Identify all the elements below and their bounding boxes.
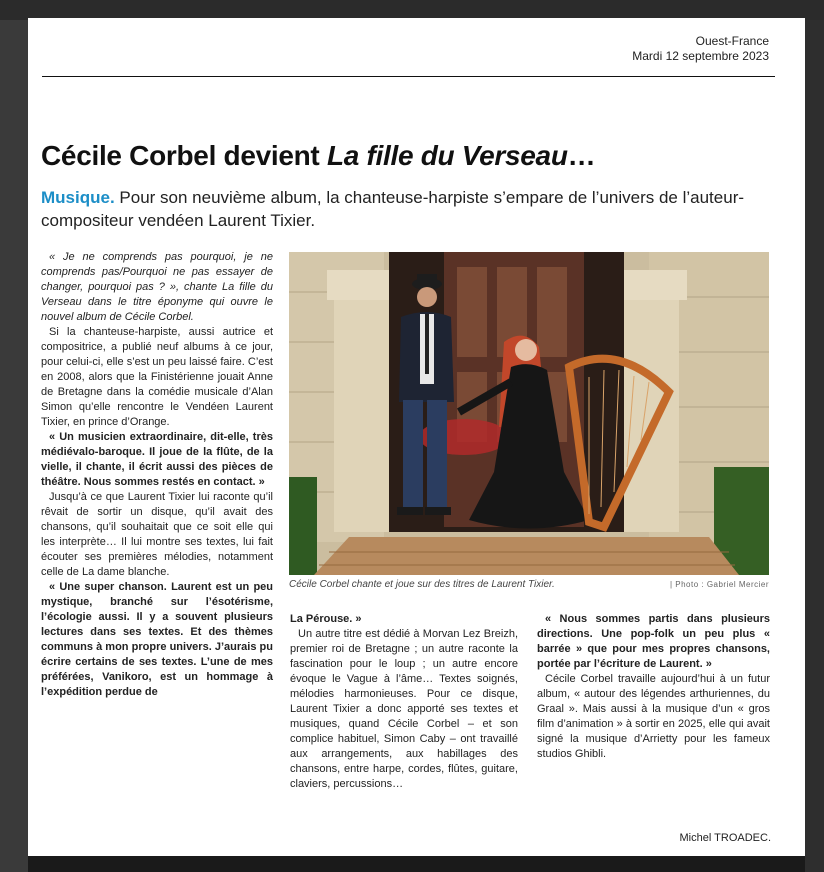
standfirst bbox=[41, 186, 771, 232]
photo-credit: | Photo : Gabriel Mercier bbox=[669, 580, 769, 589]
paragraph: Jusqu’à ce que Laurent Tixier lui raconte qu’il rêvait de sortir un disque, qu’il avait des chansons, qu’il souhaitait que ce soit elle qui les interprète… Il lui montre ses textes, lui fait écouter ses premières mélodies, notamment celle de La dame blanche. bbox=[41, 491, 273, 578]
paragraph: « Une super chanson. Laurent est un peu mystique, branché sur l’ésotérisme, l’écologie aussi. Il y a souvent plusieurs lectures dans ses textes. Et des thèmes communs à mon propre univers. J’aurais pu écrire certains de ses textes. L’une de mes préférées, Vanikoro, est un hommage à l’expédition perdue de bbox=[41, 581, 273, 698]
masthead-rule bbox=[42, 76, 775, 77]
viewer-left-backdrop bbox=[0, 20, 28, 872]
paragraph: Cécile Corbel travaille aujourd’hui à un futur album, « autour des légendes arthuriennes, du Graal ». Mais aussi à la musique d’un « gros film d’animation » à sortir en 2025, elle qui avait signé la musique d’Arrietty pour les fameux studios Ghibli. bbox=[537, 673, 770, 760]
viewer-top-bar bbox=[0, 0, 824, 20]
paragraph: « Je ne comprends pas pourquoi, je ne comprends pas/Pourquoi ne pas essayer de changer, pourquoi pas ? », chante La fille du Verseau dans le titre éponyme qui ouvre le nouvel album de Cécile Corbel. bbox=[41, 251, 273, 323]
viewer-right-backdrop bbox=[805, 20, 824, 872]
paragraph: Un autre titre est dédié à Morvan Lez Breizh, premier roi de Bretagne ; un autre raconte la fascination pour le loup ; un autre encore évoque le Vague à l’âme… Textes soignés, mélodies harmonieuses. Pour ce disque, Laurent Tixier a donc apporté ses textes et musiques, quand Cécile Corbel – et son complice habituel, Simon Caby – ont travaillé aux arrangements, aux habillages des chansons, entre harpe, cordes, flûtes, guitare, claviers, percussions… bbox=[290, 628, 518, 790]
paper-name: Ouest-France bbox=[695, 34, 769, 48]
headline-part1: Cécile Corbel devient bbox=[41, 140, 327, 171]
article-photo bbox=[289, 252, 769, 575]
article-headline bbox=[41, 140, 595, 172]
column-1 bbox=[41, 250, 273, 700]
publication-date: Mardi 12 septembre 2023 bbox=[632, 49, 769, 63]
caption-text: Cécile Corbel chante et joue sur des titres de Laurent Tixier. bbox=[289, 579, 555, 590]
photo-caption bbox=[289, 579, 769, 590]
paragraph: La Pérouse. » bbox=[290, 613, 362, 625]
paragraph: « Nous sommes partis dans plusieurs directions. Une pop-folk un peu plus « barrée » que pour mes propres chansons, portée par l’écriture de Laurent. » bbox=[537, 613, 770, 670]
column-2 bbox=[290, 612, 518, 792]
paragraph: Si la chanteuse-harpiste, aussi autrice et compositrice, a publié neuf albums à ce jour, pour celui-ci, elle s’est un peu laissé faire. C’est en 2008, alors que la Finistérienne jouait Anne de Bretagne dans la comédie musicale d’Alan Simon qu’elle rencontre le Vendéen Laurent Tixier, en prince d’Orange. bbox=[41, 326, 273, 428]
kicker: Musique. bbox=[41, 188, 115, 207]
headline-ellipsis: … bbox=[567, 140, 596, 171]
standfirst-text: Pour son neuvième album, la chanteuse-harpiste s’empare de l’univers de l’auteur-compositeur vendéen Laurent Tixier. bbox=[41, 188, 745, 230]
photo-illustration bbox=[289, 252, 769, 575]
paragraph: « Un musicien extraordinaire, dit-elle, très médiévalo-baroque. Il joue de la flûte, de la vielle, il chante, il écrit aussi des pièces de théâtre. Nous sommes restés en contact. » bbox=[41, 431, 273, 488]
masthead bbox=[632, 34, 769, 64]
author-signature: Michel TROADEC. bbox=[679, 832, 771, 844]
headline-album-title: La fille du Verseau bbox=[326, 140, 568, 171]
newspaper-clipping bbox=[28, 18, 805, 856]
column-3 bbox=[537, 612, 770, 762]
